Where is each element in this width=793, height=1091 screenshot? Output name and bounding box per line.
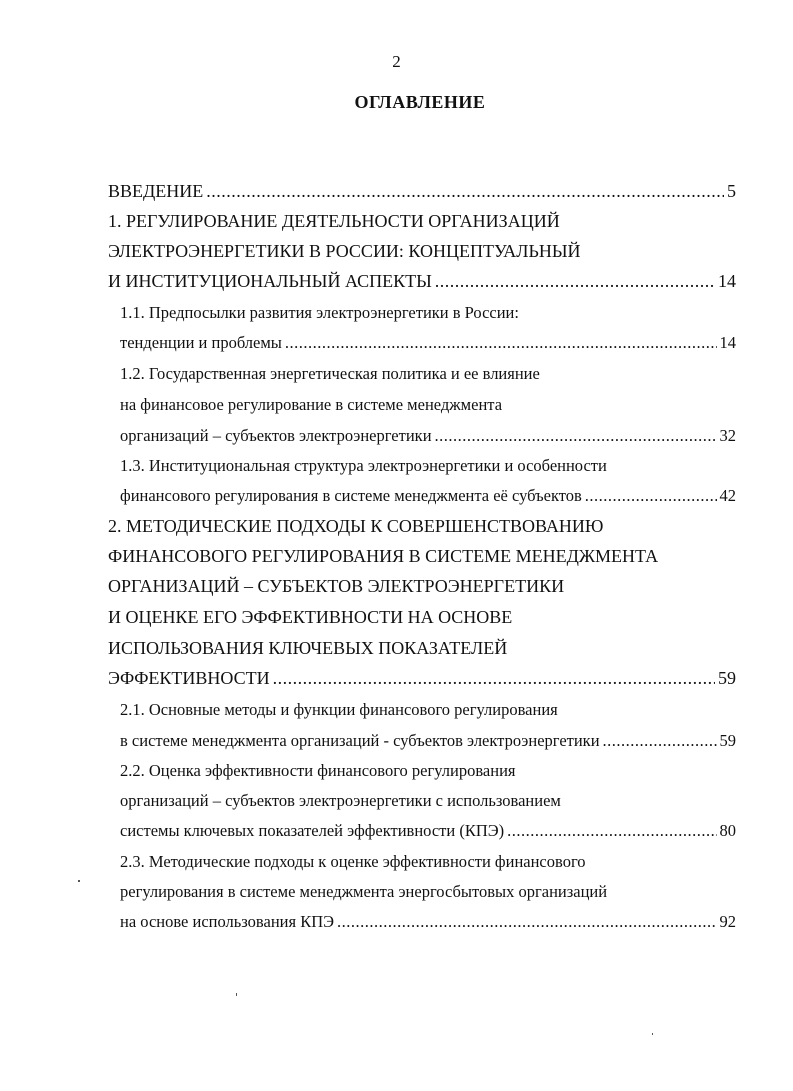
toc-entry-text: на основе использования КПЭ	[120, 912, 335, 931]
toc-entry-text: организаций – субъектов электроэнергетики	[120, 426, 432, 445]
toc-page-number: 59	[719, 731, 736, 750]
toc-entry-introduction[interactable]	[108, 179, 736, 203]
toc-entry-section-1-1[interactable]	[120, 301, 736, 325]
toc-entry-chapter-1-cont	[108, 269, 736, 293]
leader-dots	[435, 424, 717, 448]
toc-entry-section-1-2-cont	[120, 393, 736, 417]
toc-entry-text: ВВЕДЕНИЕ	[108, 181, 204, 201]
scan-speck	[652, 1033, 653, 1035]
toc-page-number: 59	[718, 668, 736, 688]
toc-entry-text: 2.3. Методические подходы к оценке эффективности финансового	[120, 852, 586, 871]
toc-entry-text: 2.2. Оценка эффективности финансового регулирования	[120, 761, 516, 780]
toc-entry-chapter-2-cont	[108, 666, 736, 690]
toc-entry-text: 2. МЕТОДИЧЕСКИЕ ПОДХОДЫ К СОВЕРШЕНСТВОВАНИЮ	[108, 516, 604, 536]
toc-entry-text: 1.2. Государственная энергетическая политика и ее влияние	[120, 364, 540, 383]
toc-entry-text: 2.1. Основные методы и функции финансового регулирования	[120, 700, 558, 719]
toc-entry-section-2-2[interactable]	[120, 759, 736, 783]
toc-page-number: 5	[727, 181, 736, 201]
toc-entry-text: финансового регулирования в системе менеджмента её субъектов	[120, 486, 582, 505]
toc-entry-text: И ИНСТИТУЦИОНАЛЬНЫЙ АСПЕКТЫ	[108, 271, 432, 291]
toc-entry-chapter-2[interactable]	[108, 514, 736, 538]
toc-entry-chapter-1-cont	[108, 239, 736, 263]
toc-entry-chapter-2-cont	[108, 544, 736, 568]
toc-entry-text: ЭЛЕКТРОЭНЕРГЕТИКИ В РОССИИ: КОНЦЕПТУАЛЬНЫЙ	[108, 241, 581, 261]
toc-entry-section-2-3-cont	[120, 880, 736, 904]
toc-entry-text: ФИНАНСОВОГО РЕГУЛИРОВАНИЯ В СИСТЕМЕ МЕНЕДЖМЕНТА	[108, 546, 659, 566]
scan-speck	[78, 880, 80, 882]
leader-dots	[585, 484, 717, 508]
leader-dots	[337, 910, 716, 934]
toc-entry-section-1-1-cont	[120, 331, 736, 355]
toc-entry-section-2-1[interactable]	[120, 698, 736, 722]
toc-page-number: 80	[719, 821, 736, 840]
toc-entry-text: организаций – субъектов электроэнергетики с использованием	[120, 791, 561, 810]
toc-page-number: 42	[719, 486, 736, 505]
toc-entry-text: в системе менеджмента организаций - субъектов электроэнергетики	[120, 731, 600, 750]
toc-entry-section-1-3[interactable]	[120, 454, 736, 478]
toc-entry-section-2-3[interactable]	[120, 850, 736, 874]
toc-entry-section-1-3-cont	[120, 484, 736, 508]
toc-entry-text: ОРГАНИЗАЦИЙ – СУБЪЕКТОВ ЭЛЕКТРОЭНЕРГЕТИКИ	[108, 576, 565, 596]
toc-entry-text: И ОЦЕНКЕ ЕГО ЭФФЕКТИВНОСТИ НА ОСНОВЕ	[108, 607, 513, 627]
toc-page-number: 14	[719, 333, 736, 352]
toc-entry-text: тенденции и проблемы	[120, 333, 282, 352]
toc-entry-text: ЭФФЕКТИВНОСТИ	[108, 668, 270, 688]
toc-entry-chapter-2-cont	[108, 636, 736, 660]
toc-entry-chapter-2-cont	[108, 574, 736, 598]
leader-dots	[507, 819, 716, 843]
toc-entry-text: на финансовое регулирование в системе менеджмента	[120, 395, 503, 414]
toc-entry-section-2-3-cont	[120, 910, 736, 934]
toc-entry-section-1-2-cont	[120, 424, 736, 448]
leader-dots	[206, 179, 724, 203]
toc-entry-text: 1. РЕГУЛИРОВАНИЕ ДЕЯТЕЛЬНОСТИ ОРГАНИЗАЦИЙ	[108, 211, 560, 231]
toc-entry-text: системы ключевых показателей эффективности (КПЭ)	[120, 821, 505, 840]
page-number: 2	[392, 52, 401, 71]
toc-title: ОГЛАВЛЕНИЕ	[354, 92, 486, 112]
toc-page-number: 92	[719, 912, 736, 931]
toc-entry-section-1-2[interactable]	[120, 362, 736, 386]
toc-entry-text: 1.1. Предпосылки развития электроэнергетики в России:	[120, 303, 519, 322]
leader-dots	[603, 729, 717, 753]
toc-entry-section-2-2-cont	[120, 789, 736, 813]
toc-entry-text: 1.3. Институциональная структура электроэнергетики и особенности	[120, 456, 607, 475]
leader-dots	[285, 331, 717, 355]
toc-entry-section-2-2-cont	[120, 819, 736, 843]
leader-dots	[273, 666, 715, 690]
toc-entry-chapter-1[interactable]	[108, 209, 736, 233]
toc-entry-chapter-2-cont	[108, 605, 736, 629]
toc-entry-section-2-1-cont	[120, 729, 736, 753]
toc-page-number: 14	[718, 271, 736, 291]
leader-dots	[435, 269, 715, 293]
toc-page-number: 32	[719, 426, 736, 445]
scan-speck	[236, 993, 237, 996]
toc-entry-text: ИСПОЛЬЗОВАНИЯ КЛЮЧЕВЫХ ПОКАЗАТЕЛЕЙ	[108, 638, 508, 658]
toc-entry-text: регулирования в системе менеджмента энергосбытовых организаций	[120, 882, 608, 901]
